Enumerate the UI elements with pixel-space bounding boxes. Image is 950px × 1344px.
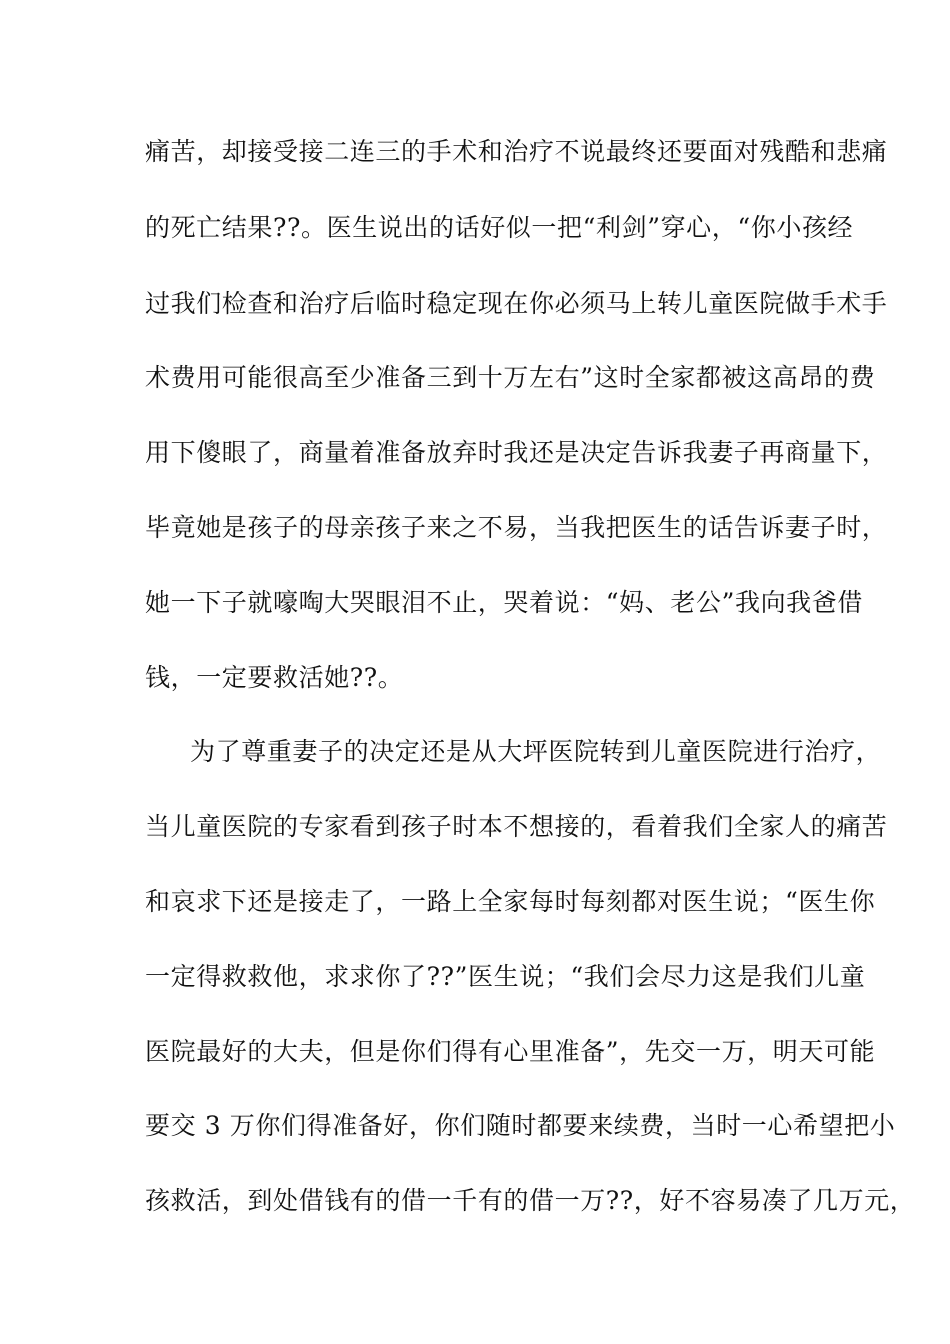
paragraph-line: 和哀求下还是接走了，一路上全家每时每刻都对医生说；“医生你 [145,887,876,916]
paragraph-line: 一定得救救他，求求你了??”医生说；“我们会尽力这是我们儿童 [145,962,866,991]
paragraph-line: 她一下子就嚎啕大哭眼泪不止，哭着说：“妈、老公”我向我爸借 [145,588,863,617]
paragraph-line: 孩救活，到处借钱有的借一千有的借一万??，好不容易凑了几万元， [145,1186,916,1215]
paragraph-first-line: 为了尊重妻子的决定还是从大坪医院转到儿童医院进行治疗， [190,737,882,766]
paragraph-line: 的死亡结果??。医生说出的话好似一把“利剑”穿心，“你小孩经 [145,213,854,242]
paragraph-line: 毕竟她是孩子的母亲孩子来之不易，当我把医生的话告诉妻子时， [145,513,888,542]
paragraph-line: 当儿童医院的专家看到孩子时本不想接的，看着我们全家人的痛苦 [145,812,888,841]
paragraph-line: 要交 3 万你们得准备好，你们随时都要来续费，当时一心希望把小 [145,1111,896,1140]
paragraph-line: 过我们检查和治疗后临时稳定现在你必须马上转儿童医院做手术手 [145,289,888,318]
paragraph-line: 钱，一定要救活她??。 [145,663,404,692]
paragraph-line: 医院最好的大夫，但是你们得有心里准备”，先交一万，明天可能 [145,1037,876,1066]
paragraph-line: 痛苦，却接受接二连三的手术和治疗不说最终还要面对残酷和悲痛 [145,137,888,166]
paragraph-line: 用下傻眼了，商量着准备放弃时我还是决定告诉我妻子再商量下， [145,438,888,467]
paragraph-line: 术费用可能很高至少准备三到十万左右”这时全家都被这高昂的费 [145,363,876,392]
